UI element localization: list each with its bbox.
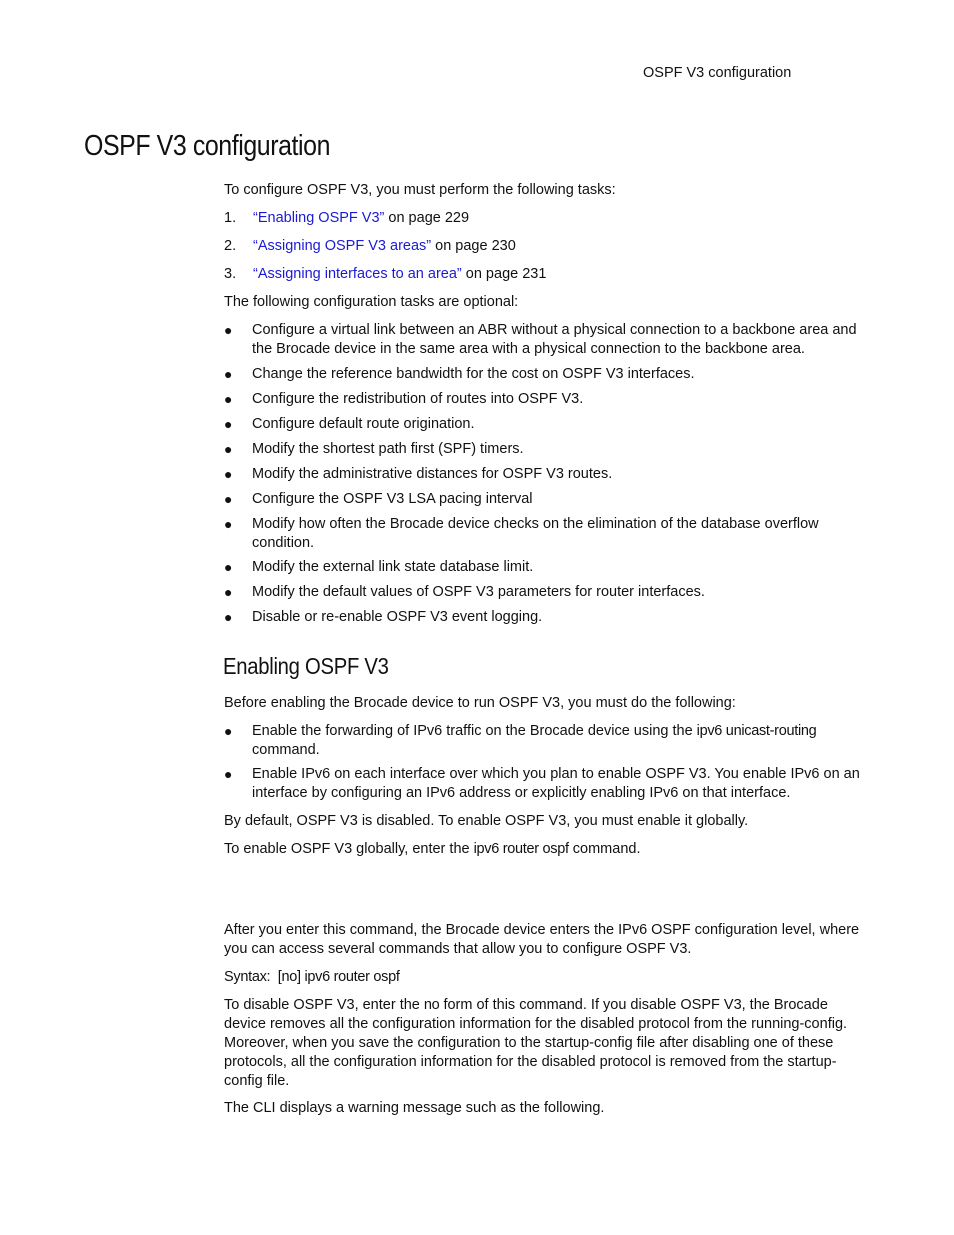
bullet-icon: ● xyxy=(224,516,233,532)
optional-item: ● Configure a virtual link between an ABR without a physical connection to a backbone area and the Brocade device in the same area with a physical connection to the backbone area. xyxy=(224,322,857,357)
task-page-ref: on page 230 xyxy=(431,238,516,254)
optional-item: ● Configure the redistribution of routes into OSPF V3. xyxy=(224,391,584,407)
bullet-icon: ● xyxy=(224,366,233,382)
task-item-1 xyxy=(224,209,869,228)
task-link-assigning-interfaces[interactable]: “Assigning interfaces to an area” xyxy=(253,266,462,282)
task-number: 1. xyxy=(224,210,237,226)
chapter-intro: To configure OSPF V3, you must perform the following tasks: xyxy=(224,182,616,198)
task-item-3 xyxy=(224,265,869,284)
task-item-2 xyxy=(224,237,869,256)
bullet-icon: ● xyxy=(224,723,233,739)
default-paragraph: By default, OSPF V3 is disabled. To enable OSPF V3, you must enable it globally. xyxy=(224,813,749,829)
syntax-line: Syntax: [no] ipv6 router ospf xyxy=(224,969,400,985)
optional-item: ● Configure the OSPF V3 LSA pacing interval xyxy=(224,491,533,507)
running-header: OSPF V3 configuration xyxy=(643,65,792,81)
command-ipv6-unicast-routing: ipv6 unicast-routing xyxy=(696,723,817,739)
bullet-icon: ● xyxy=(224,766,233,782)
bullet-icon: ● xyxy=(224,441,233,457)
optional-item: ● Modify the administrative distances for OSPF V3 routes. xyxy=(224,466,613,482)
task-number: 3. xyxy=(224,266,237,282)
bullet-icon: ● xyxy=(224,391,233,407)
bullet-icon: ● xyxy=(224,466,233,482)
chapter-title: OSPF V3 configuration xyxy=(84,130,331,162)
optional-item: ● Modify how often the Brocade device checks on the elimination of the database overflow condition. xyxy=(224,516,819,551)
warning-paragraph: The CLI displays a warning message such as the following. xyxy=(224,1100,605,1116)
optional-item: ● Disable or re-enable OSPF V3 event logging. xyxy=(224,609,543,625)
task-link-enabling-ospf-v3[interactable]: “Enabling OSPF V3” xyxy=(253,210,385,226)
task-link-assigning-areas[interactable]: “Assigning OSPF V3 areas” xyxy=(253,238,432,254)
bullet-icon: ● xyxy=(224,416,233,432)
optional-item: ● Configure default route origination. xyxy=(224,416,475,432)
bullet-icon: ● xyxy=(224,584,233,600)
prereq-item: ● Enable the forwarding of IPv6 traffic on the Brocade device using the ipv6 unicast-routing command. xyxy=(224,723,817,758)
optional-item: ● Change the reference bandwidth for the cost on OSPF V3 interfaces. xyxy=(224,366,695,382)
task-number: 2. xyxy=(224,238,237,254)
syntax-command: ipv6 router ospf xyxy=(304,969,400,985)
section-intro: Before enabling the Brocade device to run OSPF V3, you must do the following: xyxy=(224,695,736,711)
after-paragraph: After you enter this command, the Brocade device enters the IPv6 OSPF configuration level, where you can access several commands that allow you to configure OSPF V3. xyxy=(224,922,860,957)
section-title: Enabling OSPF V3 xyxy=(223,653,389,679)
optional-item: ● Modify the shortest path first (SPF) timers. xyxy=(224,441,524,457)
syntax-label: Syntax: xyxy=(224,969,271,985)
bullet-icon: ● xyxy=(224,322,233,338)
optional-intro: The following configuration tasks are optional: xyxy=(224,294,519,310)
task-page-ref: on page 231 xyxy=(461,266,547,282)
disable-paragraph: To disable OSPF V3, enter the no form of this command. If you disable OSPF V3, the Brocade device removes all the configuration information for the disabled protocol from the running-config. Moreover, when you save the configuration to the startup-config file after disabling one of these protocols, all the configuration information for the disabled protocol is removed from the startup-config file. xyxy=(224,997,848,1089)
prereq-item: ● Enable IPv6 on each interface over which you plan to enable OSPF V3. You enable IPv6 on an interface by configuring an IPv6 address or explicitly enabling IPv6 on that interface. xyxy=(224,766,860,801)
enable-paragraph: To enable OSPF V3 globally, enter the ipv6 router ospf command. xyxy=(224,841,641,857)
optional-item: ● Modify the default values of OSPF V3 parameters for router interfaces. xyxy=(224,584,705,600)
bullet-icon: ● xyxy=(224,559,233,575)
bullet-icon: ● xyxy=(224,609,233,625)
task-page-ref: on page 229 xyxy=(384,210,470,226)
command-ipv6-router-ospf: ipv6 router ospf xyxy=(473,841,569,857)
bullet-icon: ● xyxy=(224,491,233,507)
optional-item: ● Modify the external link state database limit. xyxy=(224,559,534,575)
